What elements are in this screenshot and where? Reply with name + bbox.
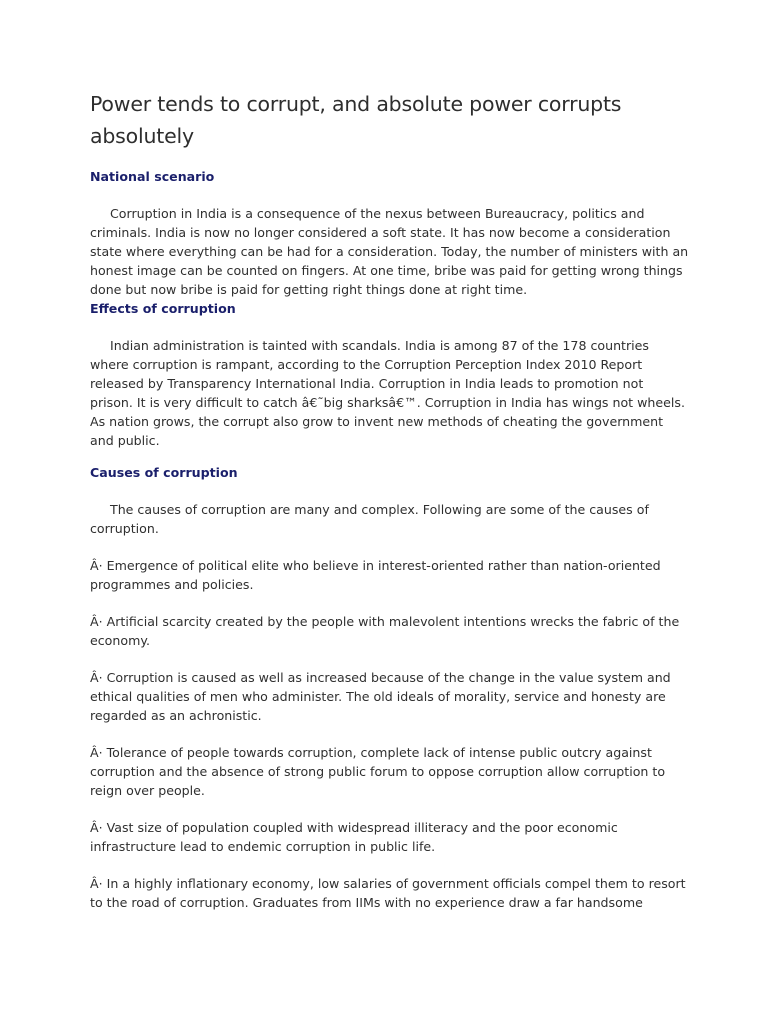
section-heading-causes-of-corruption: Causes of corruption: [90, 465, 238, 480]
causes-intro-paragraph: The causes of corruption are many and complex. Following are some of the causes of corruption.: [90, 502, 649, 536]
list-item: Â· Vast size of population coupled with widespread illiteracy and the poor economic infrastructure lead to endemic corruption in public life.: [90, 820, 618, 854]
document-page: [90, 88, 690, 912]
national-scenario-paragraph: Corruption in India is a consequence of the nexus between Bureaucracy, politics and criminals. India is now no longer considered a soft state. It has now become a consideration state where everything can be had for a consideration. Today, the number of ministers with an honest image can be counted on fingers. At one time, bribe was paid for getting wrong things done but now bribe is paid for getting right things done at right time.: [90, 206, 689, 297]
effects-of-corruption-paragraph: Indian administration is tainted with scandals. India is among 87 of the 178 countries where corruption is rampant, according to the Corruption Perception Index 2010 Report released by Transparency International India. Corruption in India leads to promotion not prison. It is very difficult to catch â€˜big sharksâ€™. Corruption in India has wings not wheels. As nation grows, the corrupt also grow to invent new methods of cheating the government and public.: [90, 338, 685, 448]
list-item: Â· Emergence of political elite who believe in interest-oriented rather than nation-oriented programmes and policies.: [90, 558, 661, 592]
list-item: Â· Tolerance of people towards corruption, complete lack of intense public outcry against corruption and the absence of strong public forum to oppose corruption allow corruption to reign over people.: [90, 745, 666, 798]
list-item: Â· In a highly inflationary economy, low salaries of government officials compel them to resort to the road of corruption. Graduates from IIMs with no experience draw a far handsome: [90, 876, 686, 910]
list-item: Â· Artificial scarcity created by the people with malevolent intentions wrecks the fabric of the economy.: [90, 614, 680, 648]
list-item: Â· Corruption is caused as well as increased because of the change in the value system and ethical qualities of men who administer. The old ideals of morality, service and honesty are regarded as an achronistic.: [90, 670, 671, 723]
page-title: Power tends to corrupt, and absolute power corrupts absolutely: [90, 92, 622, 148]
section-heading-national-scenario: National scenario: [90, 169, 215, 184]
section-heading-effects-of-corruption: Effects of corruption: [90, 301, 236, 316]
